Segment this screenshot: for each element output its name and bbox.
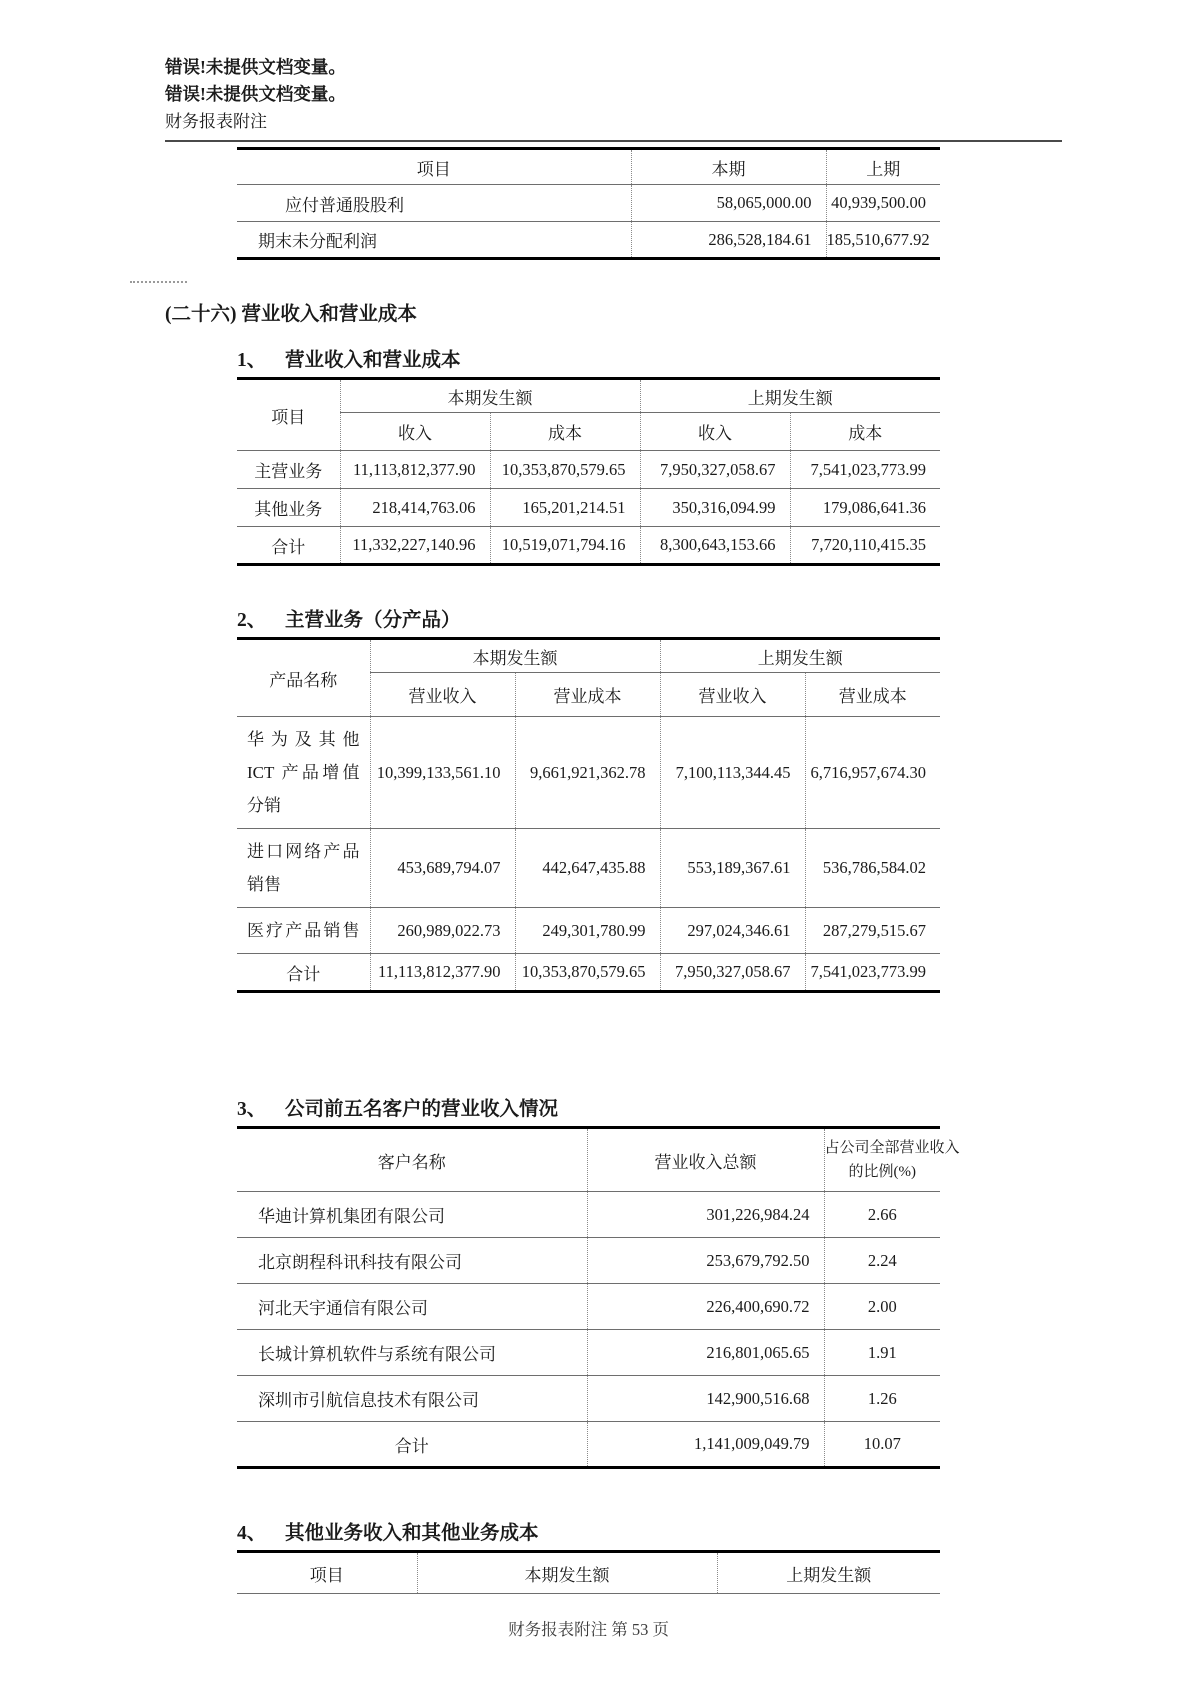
doc-title: 财务报表附注 bbox=[165, 112, 267, 131]
col-header-product: 产品名称 bbox=[237, 639, 370, 717]
cell-current-income: 11,113,812,377.90 bbox=[340, 451, 490, 489]
cell-customer: 长城计算机软件与系统有限公司 bbox=[237, 1330, 587, 1376]
table-row bbox=[237, 717, 940, 829]
col-header-prior-group: 上期发生额 bbox=[640, 379, 940, 413]
cell-prior-cost: 7,720,110,415.35 bbox=[790, 527, 940, 565]
cell-item: 主营业务 bbox=[237, 451, 340, 489]
cell-item: 合计 bbox=[286, 964, 321, 984]
products-heading bbox=[237, 604, 1200, 632]
col-header-prior-group: 上期发生额 bbox=[660, 639, 940, 673]
product-name-line: ICT 产品增值 bbox=[247, 763, 360, 782]
col-header-current: 本期发生额 bbox=[417, 1552, 717, 1594]
products-table bbox=[237, 637, 940, 993]
page-footer: 财务报表附注 第 53 页 bbox=[508, 1620, 669, 1639]
ratio-header-line: 的比例(%) bbox=[848, 1164, 916, 1180]
heading-number: 1、 bbox=[237, 350, 267, 371]
cell-current-income: 260,989,022.73 bbox=[370, 908, 515, 954]
cell-prior-income: 553,189,367.61 bbox=[660, 829, 805, 908]
col-header-customer: 客户名称 bbox=[237, 1128, 587, 1192]
cell-current-income: 453,689,794.07 bbox=[370, 829, 515, 908]
cell-current-income: 11,113,812,377.90 bbox=[370, 954, 515, 992]
col-header-item: 项目 bbox=[237, 379, 340, 451]
col-header-income: 收入 bbox=[340, 413, 490, 451]
table-header-row bbox=[237, 1128, 940, 1192]
col-header-current-group: 本期发生额 bbox=[370, 639, 660, 673]
heading-number: 4、 bbox=[237, 1523, 267, 1544]
cell-current-cost: 9,661,921,362.78 bbox=[515, 717, 660, 829]
other-business-heading bbox=[237, 1517, 1200, 1545]
cell-ratio: 2.66 bbox=[824, 1192, 940, 1238]
heading-number: 3、 bbox=[237, 1099, 267, 1120]
table-row bbox=[237, 1330, 940, 1376]
cell-product-name bbox=[237, 908, 370, 954]
cell-current-income: 11,332,227,140.96 bbox=[340, 527, 490, 565]
cell-current-cost: 249,301,780.99 bbox=[515, 908, 660, 954]
cell-prior: 185,510,677.92 bbox=[826, 222, 940, 259]
cell-total: 226,400,690.72 bbox=[587, 1284, 824, 1330]
col-header-current: 本期 bbox=[631, 149, 826, 185]
cell-current-cost: 165,201,214.51 bbox=[490, 489, 640, 527]
cell-customer: 华迪计算机集团有限公司 bbox=[237, 1192, 587, 1238]
col-header-income: 收入 bbox=[640, 413, 790, 451]
cell-prior: 40,939,500.00 bbox=[826, 185, 940, 222]
table-row bbox=[237, 222, 940, 259]
cell-ratio: 2.00 bbox=[824, 1284, 940, 1330]
cell-total: 216,801,065.65 bbox=[587, 1330, 824, 1376]
table-row bbox=[237, 1376, 940, 1422]
cell-total: 301,226,984.24 bbox=[587, 1192, 824, 1238]
revenue-table bbox=[237, 377, 940, 566]
col-header-item: 项目 bbox=[237, 149, 631, 185]
cell-item: 应付普通股股利 bbox=[237, 185, 631, 222]
cell-item: 其他业务 bbox=[237, 489, 340, 527]
table-row bbox=[237, 908, 940, 954]
cell-current-income: 10,399,133,561.10 bbox=[370, 717, 515, 829]
cell-item: 合计 bbox=[271, 537, 306, 557]
header-rule bbox=[165, 140, 1062, 142]
cell-prior-cost: 287,279,515.67 bbox=[805, 908, 940, 954]
table-header-row bbox=[237, 149, 940, 185]
cell-customer: 北京朗程科讯科技有限公司 bbox=[237, 1238, 587, 1284]
product-name-line: 销售 bbox=[247, 875, 281, 894]
heading-number: 2、 bbox=[237, 610, 267, 631]
cell-product-name bbox=[237, 829, 370, 908]
cell-total: 1,141,009,049.79 bbox=[587, 1422, 824, 1468]
col-header-total: 营业收入总额 bbox=[587, 1128, 824, 1192]
col-header-op-cost: 营业成本 bbox=[805, 673, 940, 717]
col-header-op-income: 营业收入 bbox=[660, 673, 805, 717]
product-name-line: 进口网络产品 bbox=[247, 842, 360, 861]
cell-product-name bbox=[237, 717, 370, 829]
cell-prior-cost: 7,541,023,773.99 bbox=[805, 954, 940, 992]
cell-prior-income: 7,950,327,058.67 bbox=[640, 451, 790, 489]
cell-current-cost: 10,353,870,579.65 bbox=[515, 954, 660, 992]
product-name-line: 分销 bbox=[247, 796, 281, 815]
customers-heading bbox=[237, 1093, 1200, 1121]
heading-title: 公司前五名客户的营业收入情况 bbox=[285, 1099, 559, 1120]
cell-prior-income: 7,100,113,344.45 bbox=[660, 717, 805, 829]
col-header-item: 项目 bbox=[237, 1552, 417, 1594]
section-title: (二十六) 营业收入和营业成本 bbox=[165, 304, 417, 325]
cell-current-cost: 10,353,870,579.65 bbox=[490, 451, 640, 489]
cell-prior-income: 350,316,094.99 bbox=[640, 489, 790, 527]
cell-prior-cost: 7,541,023,773.99 bbox=[790, 451, 940, 489]
cell-item: 期末未分配利润 bbox=[258, 232, 377, 251]
cell-prior-income: 7,950,327,058.67 bbox=[660, 954, 805, 992]
cell-total: 253,679,792.50 bbox=[587, 1238, 824, 1284]
other-business-table bbox=[237, 1550, 940, 1594]
product-name-line: 医疗产品销售 bbox=[247, 921, 360, 940]
cell-prior-cost: 179,086,641.36 bbox=[790, 489, 940, 527]
col-header-op-cost: 营业成本 bbox=[515, 673, 660, 717]
table-header-row bbox=[237, 1552, 940, 1594]
ratio-header-line: 占公司全部营业收入 bbox=[824, 1140, 960, 1156]
heading-title: 营业收入和营业成本 bbox=[285, 350, 461, 371]
dividends-table bbox=[237, 147, 940, 260]
table-total-row bbox=[237, 1422, 940, 1468]
col-header-cost: 成本 bbox=[790, 413, 940, 451]
heading-title: 其他业务收入和其他业务成本 bbox=[285, 1523, 539, 1544]
table-row bbox=[237, 185, 940, 222]
table-header-row bbox=[237, 379, 940, 413]
revenue-heading bbox=[237, 344, 1200, 372]
table-subheader-row bbox=[237, 413, 940, 451]
col-header-current-group: 本期发生额 bbox=[340, 379, 640, 413]
cell-current-cost: 442,647,435.88 bbox=[515, 829, 660, 908]
table-row bbox=[237, 1284, 940, 1330]
cell-customer: 河北天宇通信有限公司 bbox=[237, 1284, 587, 1330]
header-error-line-1: 错误!未提供文档变量。 bbox=[165, 57, 346, 77]
col-header-prior: 上期发生额 bbox=[717, 1552, 940, 1594]
footnote-divider bbox=[130, 281, 187, 283]
cell-prior-income: 297,024,346.61 bbox=[660, 908, 805, 954]
table-row bbox=[237, 829, 940, 908]
cell-prior-income: 8,300,643,153.66 bbox=[640, 527, 790, 565]
cell-ratio: 1.26 bbox=[824, 1376, 940, 1422]
product-name-line: 华为及其他 bbox=[247, 730, 360, 749]
doc-header bbox=[165, 0, 1200, 135]
cell-customer: 深圳市引航信息技术有限公司 bbox=[237, 1376, 587, 1422]
cell-ratio: 2.24 bbox=[824, 1238, 940, 1284]
heading-title: 主营业务（分产品） bbox=[285, 610, 461, 631]
cell-ratio: 10.07 bbox=[824, 1422, 940, 1468]
col-header-op-income: 营业收入 bbox=[370, 673, 515, 717]
cell-prior-cost: 6,716,957,674.30 bbox=[805, 717, 940, 829]
header-error-line-2: 错误!未提供文档变量。 bbox=[165, 84, 346, 104]
table-row bbox=[237, 1192, 940, 1238]
cell-total: 142,900,516.68 bbox=[587, 1376, 824, 1422]
cell-customer: 合计 bbox=[394, 1436, 429, 1456]
col-header-cost: 成本 bbox=[490, 413, 640, 451]
col-header-prior: 上期 bbox=[826, 149, 940, 185]
cell-current: 286,528,184.61 bbox=[631, 222, 826, 259]
cell-current-income: 218,414,763.06 bbox=[340, 489, 490, 527]
col-header-ratio bbox=[824, 1128, 960, 1192]
table-row bbox=[237, 489, 940, 527]
cell-prior-cost: 536,786,584.02 bbox=[805, 829, 940, 908]
cell-ratio: 1.91 bbox=[824, 1330, 940, 1376]
table-header-row bbox=[237, 639, 940, 673]
cell-current: 58,065,000.00 bbox=[631, 185, 826, 222]
table-row bbox=[237, 451, 940, 489]
cell-current-cost: 10,519,071,794.16 bbox=[490, 527, 640, 565]
table-total-row bbox=[237, 954, 940, 992]
table-row bbox=[237, 1238, 940, 1284]
customers-table bbox=[237, 1126, 960, 1469]
table-total-row bbox=[237, 527, 940, 565]
